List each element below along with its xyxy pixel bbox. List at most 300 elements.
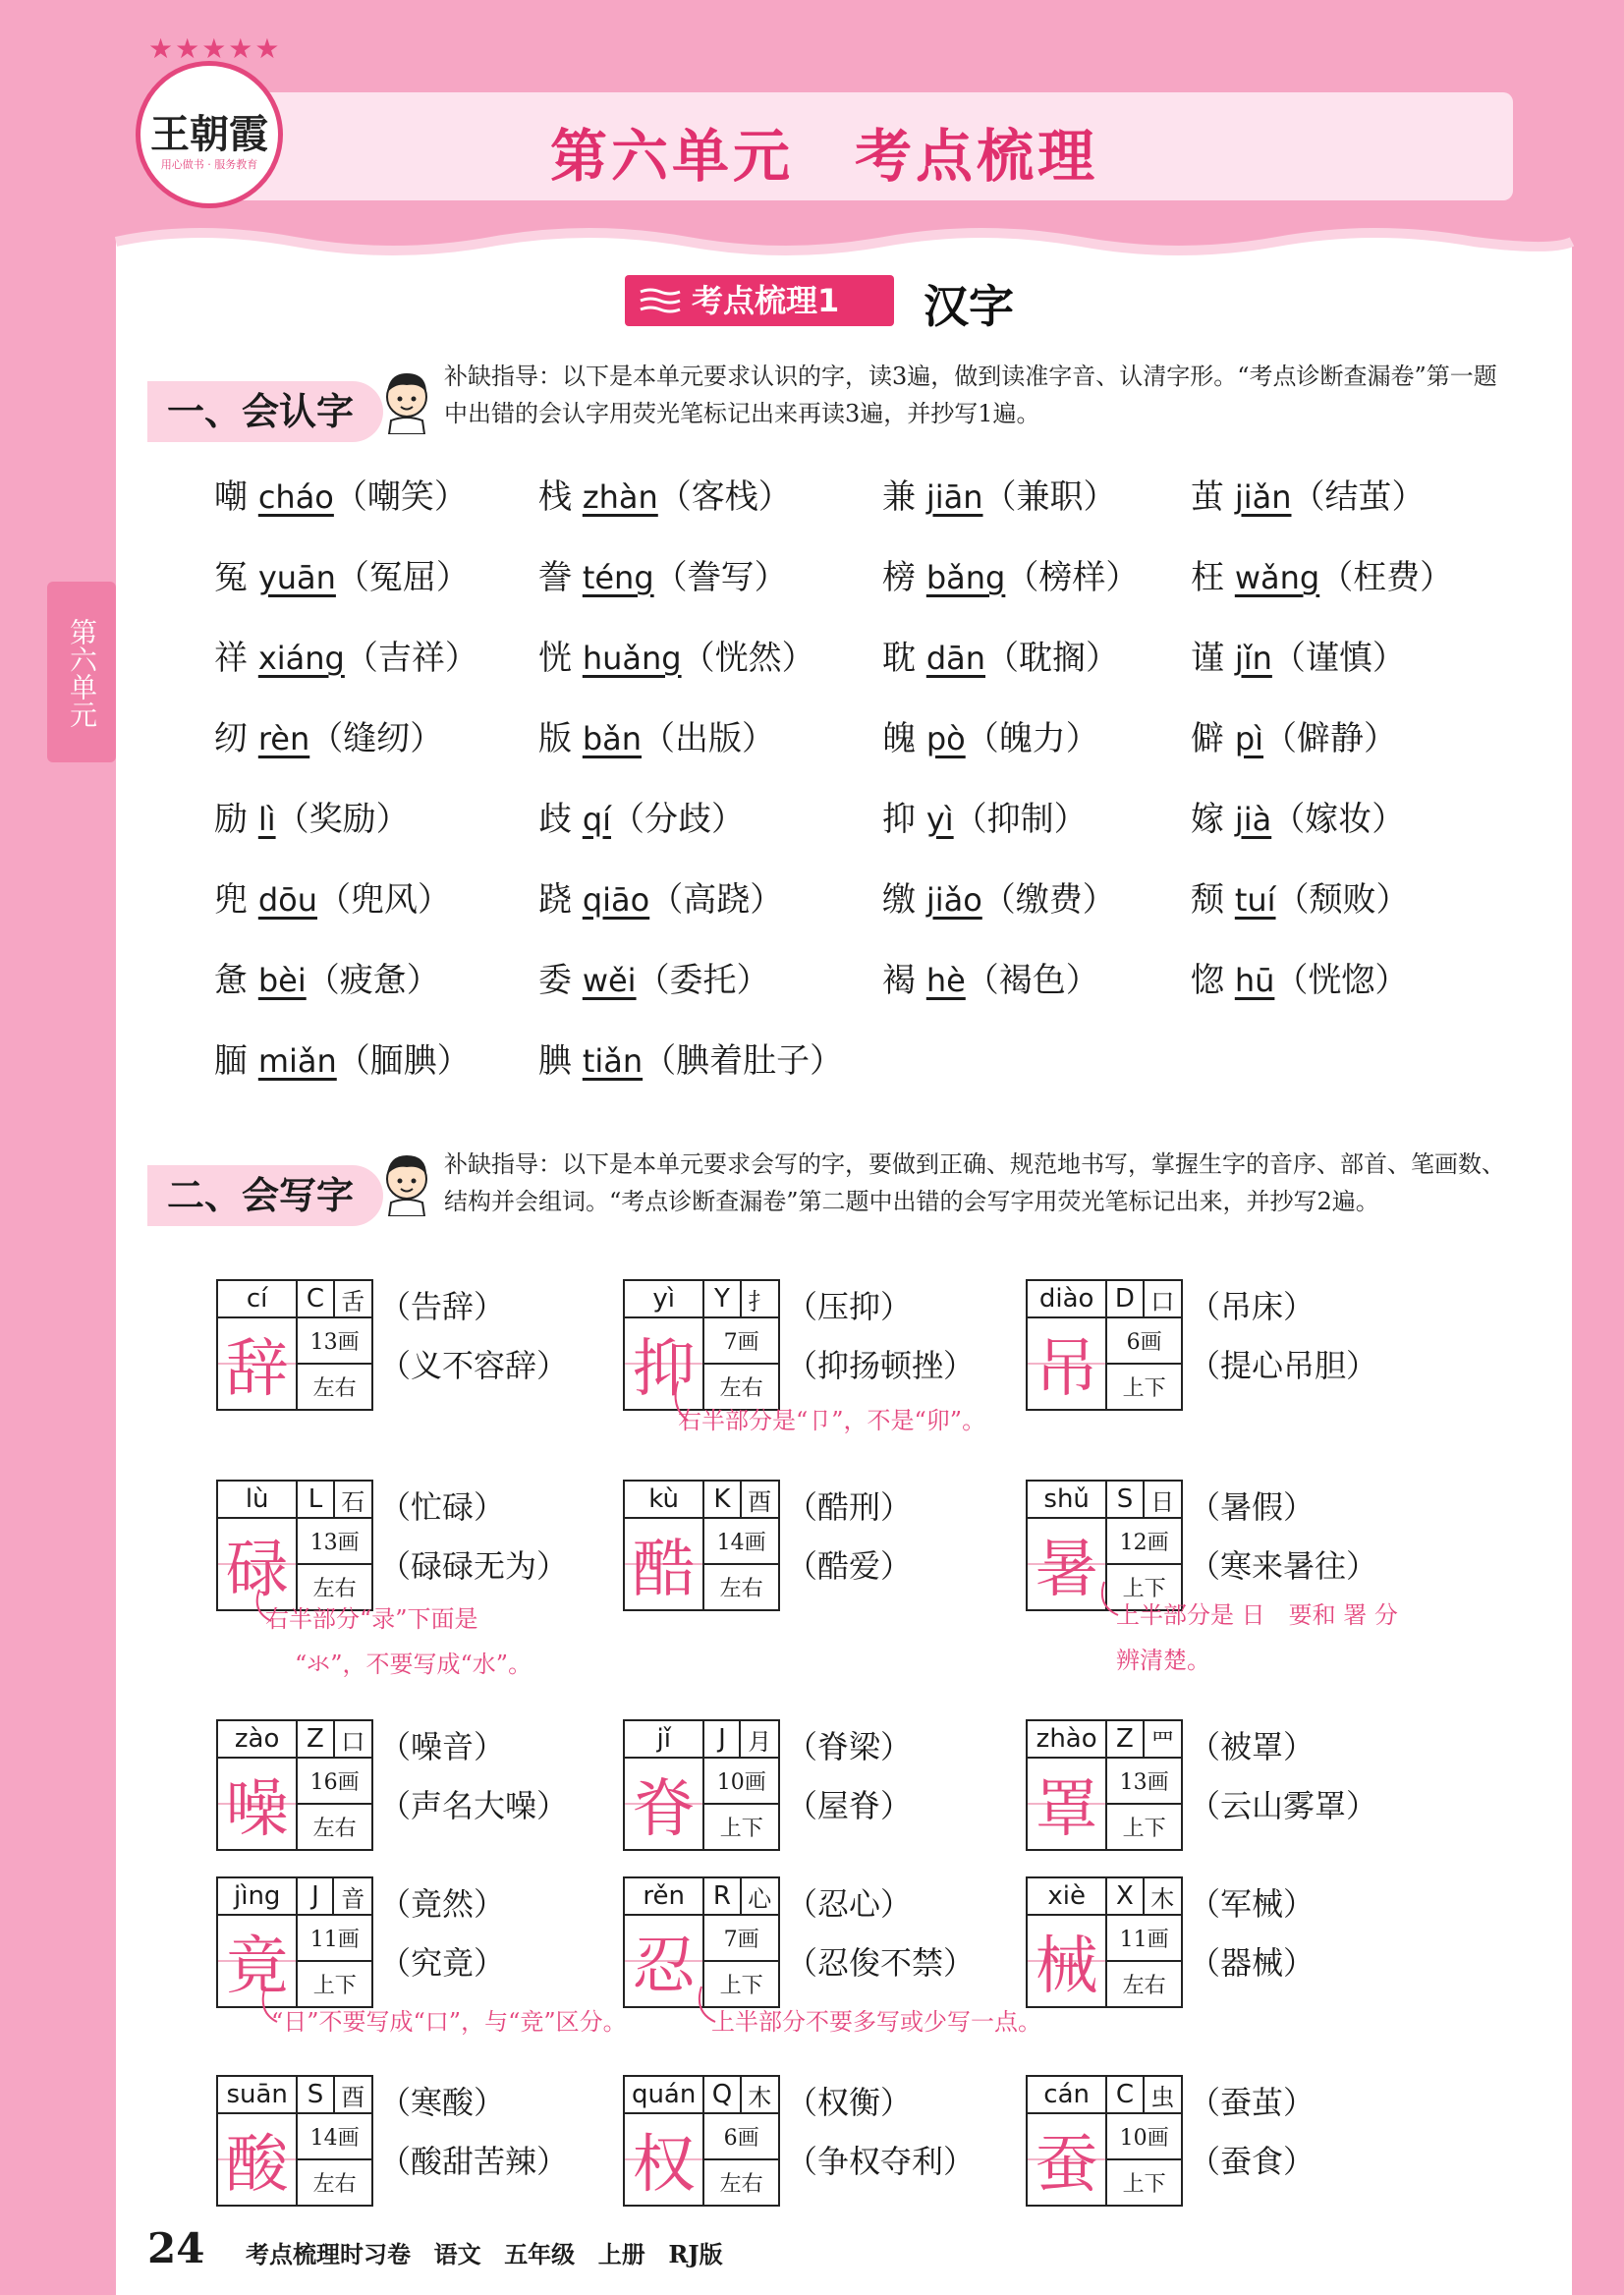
card-char: 脊 xyxy=(624,1758,703,1850)
card-radical: 木 xyxy=(741,2076,779,2113)
card-pinyin: suān xyxy=(217,2076,297,2113)
read-char: 歧 xyxy=(538,800,572,839)
footer-volume: 上册 xyxy=(597,2240,645,2268)
card-word: （竟然） xyxy=(379,1885,506,1923)
card-letter: C xyxy=(1106,2076,1143,2113)
card-strokes: 14画 xyxy=(297,2113,372,2159)
page-number: 24 xyxy=(147,2224,205,2272)
read-char: 励 xyxy=(214,800,248,839)
char-grid xyxy=(216,1279,373,1411)
part1-hint: 补缺指导：以下是本单元要求认识的字，读3遍，做到读准字音、认清字形。“考点诊断查漏卷”第一题中出错的会认字用荧光笔标记出来再读3遍，并抄写1遍。 xyxy=(444,363,1497,427)
card-radical: 日 xyxy=(1144,1481,1182,1518)
read-char-word: （兜风） xyxy=(316,880,451,920)
read-char-item xyxy=(538,631,815,679)
card-structure: 左右 xyxy=(297,2159,372,2206)
char-grid xyxy=(216,2075,373,2207)
card-pinyin: lù xyxy=(217,1481,297,1518)
read-char-word: （缝纫） xyxy=(309,719,444,758)
card-char: 罩 xyxy=(1027,1758,1106,1850)
card-structure: 左右 xyxy=(297,1364,372,1410)
write-char-card xyxy=(623,1480,780,1606)
read-char-item xyxy=(538,872,783,921)
card-strokes: 11画 xyxy=(1106,1915,1182,1961)
read-char-word: （抑制） xyxy=(953,800,1088,839)
read-char: 纫 xyxy=(214,719,248,758)
unit-title: 第六单元 考点梳理 xyxy=(550,123,1099,190)
card-char: 忍 xyxy=(624,1915,703,2007)
write-char-card xyxy=(1026,1719,1183,1846)
card-word: （碌碌无为） xyxy=(379,1547,569,1585)
read-char-item xyxy=(214,631,478,679)
read-char: 僻 xyxy=(1191,719,1224,758)
card-char: 蚕 xyxy=(1027,2113,1106,2206)
read-char: 魄 xyxy=(882,719,916,758)
card-strokes: 10画 xyxy=(703,1758,779,1804)
card-structure: 上下 xyxy=(1106,2159,1182,2206)
card-char: 抑 xyxy=(624,1317,703,1410)
card-structure: 左右 xyxy=(1106,1961,1182,2007)
card-word: （噪音） xyxy=(379,1728,506,1765)
card-strokes: 7画 xyxy=(703,1915,779,1961)
read-char-word: （枉费） xyxy=(1319,558,1454,597)
card-radical: 音 xyxy=(333,1877,372,1915)
read-char-word: （疲惫） xyxy=(306,961,440,1000)
read-char: 兼 xyxy=(882,477,916,517)
read-char-item xyxy=(214,792,410,840)
read-char-pinyin: dōu xyxy=(257,881,317,919)
card-word: （军械） xyxy=(1189,1885,1316,1923)
read-char-word: （出版） xyxy=(642,719,776,758)
read-char: 祥 xyxy=(214,639,248,678)
card-char: 辞 xyxy=(217,1317,297,1410)
logo-name: 王朝霞 xyxy=(150,111,268,157)
card-word: （器械） xyxy=(1189,1944,1316,1982)
card-word: （究竟） xyxy=(379,1944,506,1982)
tip-note: 上半部分不要多写或少写一点。 xyxy=(711,2008,1041,2036)
char-grid xyxy=(1026,2075,1183,2207)
read-char-word: （兼职） xyxy=(982,477,1117,517)
read-char-word: （恍惚） xyxy=(1274,961,1409,1000)
char-grid xyxy=(216,1719,373,1851)
read-char: 版 xyxy=(538,719,572,758)
card-word: （权衡） xyxy=(786,2084,913,2121)
card-word: （云山雾罩） xyxy=(1189,1787,1378,1824)
card-word: （声名大噪） xyxy=(379,1787,569,1824)
card-word: （被罩） xyxy=(1189,1728,1316,1765)
read-char-pinyin: jǐn xyxy=(1234,640,1272,677)
card-word: （蚕食） xyxy=(1189,2143,1316,2180)
card-word: （压抑） xyxy=(786,1288,913,1325)
card-structure: 上下 xyxy=(703,1961,779,2007)
card-word: （酷刑） xyxy=(786,1488,913,1526)
write-char-card xyxy=(623,2075,780,2202)
read-char-item xyxy=(214,1034,471,1082)
card-word: （暑假） xyxy=(1189,1488,1316,1526)
card-strokes: 10画 xyxy=(1106,2113,1182,2159)
card-word: （忍心） xyxy=(786,1885,913,1923)
char-grid xyxy=(623,2075,780,2207)
card-pinyin: cí xyxy=(217,1280,297,1317)
read-char-word: （缴费） xyxy=(981,880,1116,920)
read-char-word: （僻静） xyxy=(1263,719,1398,758)
read-char: 嫁 xyxy=(1191,800,1224,839)
kid-avatar-icon xyxy=(377,365,436,434)
read-char-pinyin: lì xyxy=(257,801,276,838)
card-letter: J xyxy=(703,1720,740,1758)
card-strokes: 11画 xyxy=(297,1915,372,1961)
side-tab xyxy=(47,582,116,762)
card-pinyin: diào xyxy=(1027,1280,1106,1317)
read-char-item xyxy=(214,470,468,518)
card-structure: 上下 xyxy=(1106,1564,1182,1610)
footer-grade: 五年级 xyxy=(504,2240,576,2268)
card-word: （吊床） xyxy=(1189,1288,1316,1325)
card-letter: Z xyxy=(297,1720,333,1758)
card-pinyin: quán xyxy=(624,2076,703,2113)
card-words xyxy=(786,1717,912,1835)
tip-note: 上半部分是 日 要和 署 分 xyxy=(1116,1601,1398,1629)
card-words xyxy=(1189,1875,1315,1992)
card-words xyxy=(1189,1717,1377,1835)
card-pinyin: cán xyxy=(1027,2076,1106,2113)
card-radical: 木 xyxy=(1144,1877,1182,1915)
card-letter: K xyxy=(703,1481,740,1518)
read-char-item xyxy=(538,711,775,759)
read-char: 茧 xyxy=(1191,477,1224,517)
card-word: （告辞） xyxy=(379,1288,506,1325)
read-char: 榜 xyxy=(882,558,916,597)
card-strokes: 13画 xyxy=(297,1518,372,1564)
card-strokes: 14画 xyxy=(703,1518,779,1564)
char-grid xyxy=(216,1876,373,2008)
card-radical: 虫 xyxy=(1144,2076,1182,2113)
kid-avatar-icon xyxy=(377,1148,436,1216)
read-char-pinyin: téng xyxy=(582,559,654,596)
lines-icon xyxy=(639,288,682,313)
char-grid xyxy=(1026,1480,1183,1611)
write-char-card xyxy=(1026,1876,1183,2003)
write-char-card xyxy=(216,2075,373,2202)
write-char-card xyxy=(216,1876,373,2003)
read-char-word: （嘲笑） xyxy=(333,477,468,517)
card-radical: 口 xyxy=(1144,1280,1182,1317)
card-letter: S xyxy=(297,2076,333,2113)
section-badge xyxy=(625,275,894,326)
card-pinyin: jìng xyxy=(217,1877,297,1915)
read-char-pinyin: jiǎo xyxy=(925,881,982,919)
read-char-word: （结茧） xyxy=(1291,477,1426,517)
card-structure: 左右 xyxy=(297,1564,372,1610)
card-char: 权 xyxy=(624,2113,703,2206)
card-structure: 左右 xyxy=(703,1364,779,1410)
write-char-card xyxy=(623,1719,780,1846)
char-grid xyxy=(1026,1719,1183,1851)
read-char-word: （谨慎） xyxy=(1271,639,1406,678)
side-tab-label: 第六单元 xyxy=(66,618,98,728)
card-char: 械 xyxy=(1027,1915,1106,2007)
card-pinyin: yì xyxy=(624,1280,703,1317)
card-char: 碌 xyxy=(217,1518,297,1610)
card-word: （脊梁） xyxy=(786,1728,913,1765)
read-char: 冤 xyxy=(214,558,248,597)
read-char-item xyxy=(1191,550,1453,598)
card-strokes: 6画 xyxy=(1106,1317,1182,1364)
read-char: 跷 xyxy=(538,880,572,920)
read-char-pinyin: bèi xyxy=(257,962,307,999)
card-letter: D xyxy=(1106,1280,1143,1317)
card-char: 酸 xyxy=(217,2113,297,2206)
card-word: （蚕茧） xyxy=(1189,2084,1316,2121)
read-char-item xyxy=(1191,631,1406,679)
read-char-word: （客栈） xyxy=(657,477,792,517)
card-words xyxy=(786,1478,912,1595)
card-strokes: 7画 xyxy=(703,1317,779,1364)
card-pinyin: xiè xyxy=(1027,1877,1106,1915)
read-char-word: （分歧） xyxy=(611,800,746,839)
read-char-item xyxy=(882,550,1139,598)
card-letter: Z xyxy=(1106,1720,1143,1758)
read-char-item xyxy=(538,1034,843,1082)
card-pinyin: rěn xyxy=(624,1877,703,1915)
read-char-item xyxy=(214,550,470,598)
tip-note: 右半部分是“卩”，不是“卯”。 xyxy=(678,1407,986,1434)
read-char: 缴 xyxy=(882,880,916,920)
read-char-word: （褐色） xyxy=(965,961,1099,1000)
read-char-word: （奖励） xyxy=(275,800,410,839)
card-word: （争权夺利） xyxy=(786,2143,976,2180)
read-char-item xyxy=(1191,872,1410,921)
card-words xyxy=(379,1875,505,1992)
read-char-word: （冤屈） xyxy=(335,558,470,597)
card-char: 噪 xyxy=(217,1758,297,1850)
read-char: 枉 xyxy=(1191,558,1224,597)
read-char-word: （高跷） xyxy=(649,880,784,920)
card-structure: 上下 xyxy=(1106,1364,1182,1410)
card-letter: S xyxy=(1106,1481,1143,1518)
card-words xyxy=(1189,1277,1377,1395)
card-word: （提心吊胆） xyxy=(1189,1347,1378,1384)
read-char-pinyin: tiǎn xyxy=(582,1042,644,1080)
char-grid xyxy=(1026,1279,1183,1411)
card-word: （忍俊不禁） xyxy=(786,1944,976,1982)
read-char: 委 xyxy=(538,961,572,1000)
read-char: 恍 xyxy=(538,639,572,678)
card-word: （酸甜苦辣） xyxy=(379,2143,569,2180)
card-letter: X xyxy=(1106,1877,1143,1915)
write-char-card xyxy=(216,1279,373,1406)
card-word: （屋脊） xyxy=(786,1787,913,1824)
read-char-pinyin: zhàn xyxy=(582,478,658,516)
card-structure: 上下 xyxy=(297,1961,372,2007)
read-char-item xyxy=(882,953,1099,1001)
card-strokes: 13画 xyxy=(1106,1758,1182,1804)
card-strokes: 6画 xyxy=(703,2113,779,2159)
read-char-pinyin: bǎng xyxy=(925,559,1006,596)
card-word: （抑扬顿挫） xyxy=(786,1347,976,1384)
read-char-item xyxy=(538,470,792,518)
card-radical: 舌 xyxy=(334,1280,372,1317)
read-char-pinyin: tuí xyxy=(1234,881,1276,919)
read-char-word: （嫁妆） xyxy=(1271,800,1406,839)
section-badge-label: 考点梳理1 xyxy=(692,282,840,319)
card-word: （寒酸） xyxy=(379,2084,506,2121)
write-char-card xyxy=(216,1480,373,1606)
card-word: （忙碌） xyxy=(379,1488,506,1526)
card-char: 吊 xyxy=(1027,1317,1106,1410)
card-words xyxy=(786,1277,975,1395)
card-words xyxy=(379,1277,568,1395)
card-letter: R xyxy=(703,1877,740,1915)
card-radical: 酉 xyxy=(741,1481,779,1518)
tip-note: “氺”，不要写成“水”。 xyxy=(295,1651,532,1678)
footer-book: 考点梳理时习卷 xyxy=(246,2240,412,2268)
read-char-item xyxy=(538,953,770,1001)
read-char-pinyin: rèn xyxy=(257,720,310,757)
card-letter: J xyxy=(297,1877,333,1915)
read-char-item xyxy=(882,711,1099,759)
read-char-word: （誊写） xyxy=(653,558,788,597)
card-letter: Y xyxy=(703,1280,740,1317)
read-char-word: （腼腆） xyxy=(336,1041,471,1081)
card-structure: 左右 xyxy=(703,2159,779,2206)
logo-tagline: 用心做书 · 服务教育 xyxy=(160,158,258,171)
card-words xyxy=(1189,2073,1315,2191)
read-char: 褐 xyxy=(882,961,916,1000)
logo-stars-icon: ★★★★★ xyxy=(148,32,282,65)
card-words xyxy=(786,2073,975,2191)
page-footer xyxy=(147,2224,741,2272)
read-char-item xyxy=(214,711,443,759)
read-char-pinyin: hè xyxy=(925,962,966,999)
char-grid xyxy=(623,1719,780,1851)
part2-hint: 补缺指导：以下是本单元要求会写的字，要做到正确、规范地书写，掌握生字的音序、部首、笔画数、结构并会组词。“考点诊断查漏卷”第二题中出错的会写字用荧光笔标记出来，并抄写2遍。 xyxy=(444,1150,1505,1215)
card-radical: 石 xyxy=(334,1481,372,1518)
read-char-word: （委托） xyxy=(636,961,770,1000)
card-pinyin: zào xyxy=(217,1720,297,1758)
card-strokes: 12画 xyxy=(1106,1518,1182,1564)
card-strokes: 13画 xyxy=(297,1317,372,1364)
char-grid xyxy=(623,1876,780,2008)
read-char-pinyin: wǎng xyxy=(1234,559,1320,596)
card-radical: 酉 xyxy=(334,2076,372,2113)
read-char-pinyin: yì xyxy=(925,801,954,838)
read-char-item xyxy=(882,631,1119,679)
card-words xyxy=(786,1875,975,1992)
write-char-card xyxy=(623,1876,780,2003)
char-grid xyxy=(623,1480,780,1611)
read-char-pinyin: dān xyxy=(925,640,986,677)
card-words xyxy=(379,1717,568,1835)
read-char-word: （耽搁） xyxy=(985,639,1120,678)
read-char-item xyxy=(1191,792,1405,840)
card-char: 酷 xyxy=(624,1518,703,1610)
card-pinyin: jǐ xyxy=(624,1720,703,1758)
read-char-pinyin: jiǎn xyxy=(1234,478,1292,516)
read-char-pinyin: xiáng xyxy=(257,640,345,677)
write-char-card xyxy=(216,1719,373,1846)
read-char: 颓 xyxy=(1191,880,1224,920)
read-char: 惫 xyxy=(214,961,248,1000)
read-char-item xyxy=(214,872,451,921)
read-char: 腼 xyxy=(214,1041,248,1081)
read-char-item xyxy=(882,872,1116,921)
tip-note: “日”不要写成“口”，与“竞”区分。 xyxy=(271,2008,627,2036)
card-radical: 心 xyxy=(741,1877,779,1915)
read-char: 抑 xyxy=(882,800,916,839)
read-char-word: （恍然） xyxy=(681,639,815,678)
card-char: 暑 xyxy=(1027,1518,1106,1610)
read-char-pinyin: huǎng xyxy=(582,640,682,677)
read-char-word: （榜样） xyxy=(1005,558,1140,597)
read-char-item xyxy=(1191,711,1397,759)
read-char: 栈 xyxy=(538,477,572,517)
publisher-logo xyxy=(136,32,283,208)
card-structure: 左右 xyxy=(703,1564,779,1610)
read-char-pinyin: miǎn xyxy=(257,1042,337,1080)
card-radical: 口 xyxy=(334,1720,372,1758)
read-char-pinyin: jiān xyxy=(925,478,983,516)
read-char-item xyxy=(882,470,1116,518)
read-char-pinyin: jià xyxy=(1234,801,1272,838)
card-word: （义不容辞） xyxy=(379,1347,569,1384)
card-letter: L xyxy=(297,1481,333,1518)
read-char-pinyin: wěi xyxy=(582,962,637,999)
card-pinyin: zhào xyxy=(1027,1720,1106,1758)
write-char-card xyxy=(623,1279,780,1406)
card-word: （酷爱） xyxy=(786,1547,913,1585)
read-char-item xyxy=(882,792,1088,840)
read-char: 谨 xyxy=(1191,639,1224,678)
read-char-pinyin: hū xyxy=(1234,962,1275,999)
write-char-card xyxy=(1026,2075,1183,2202)
write-char-card xyxy=(1026,1279,1183,1406)
read-char: 兜 xyxy=(214,880,248,920)
part2-heading: 二、会写字 xyxy=(147,1165,383,1226)
char-grid xyxy=(1026,1876,1183,2008)
card-words xyxy=(379,1478,568,1595)
read-char-word: （腆着肚子） xyxy=(643,1041,844,1081)
card-structure: 左右 xyxy=(297,1804,372,1850)
read-char-pinyin: qiāo xyxy=(582,881,650,919)
read-char-pinyin: yuān xyxy=(257,559,336,596)
card-letter: Q xyxy=(703,2076,740,2113)
card-pinyin: kù xyxy=(624,1481,703,1518)
read-char-item xyxy=(1191,470,1425,518)
card-strokes: 16画 xyxy=(297,1758,372,1804)
read-char-item xyxy=(1191,953,1408,1001)
read-char-word: （颓败） xyxy=(1275,880,1410,920)
tip-note: 辨清楚。 xyxy=(1116,1647,1210,1674)
section-title: 汉字 xyxy=(924,280,1014,333)
card-structure: 上下 xyxy=(703,1804,779,1850)
footer-edition: RJ版 xyxy=(668,2240,723,2268)
read-char: 惚 xyxy=(1191,961,1224,1000)
read-char-word: （魄力） xyxy=(965,719,1099,758)
read-char-word: （吉祥） xyxy=(344,639,478,678)
card-words xyxy=(379,2073,568,2191)
read-char: 誊 xyxy=(538,558,572,597)
read-char-pinyin: bǎn xyxy=(582,720,643,757)
write-char-card xyxy=(1026,1480,1183,1606)
read-char: 耽 xyxy=(882,639,916,678)
read-char: 腆 xyxy=(538,1041,572,1081)
card-char: 竟 xyxy=(217,1915,297,2007)
card-radical: 月 xyxy=(740,1720,779,1758)
read-char-pinyin: qí xyxy=(582,801,612,838)
read-char-item xyxy=(538,792,745,840)
card-pinyin: shǔ xyxy=(1027,1481,1106,1518)
read-char-pinyin: pò xyxy=(925,720,966,757)
